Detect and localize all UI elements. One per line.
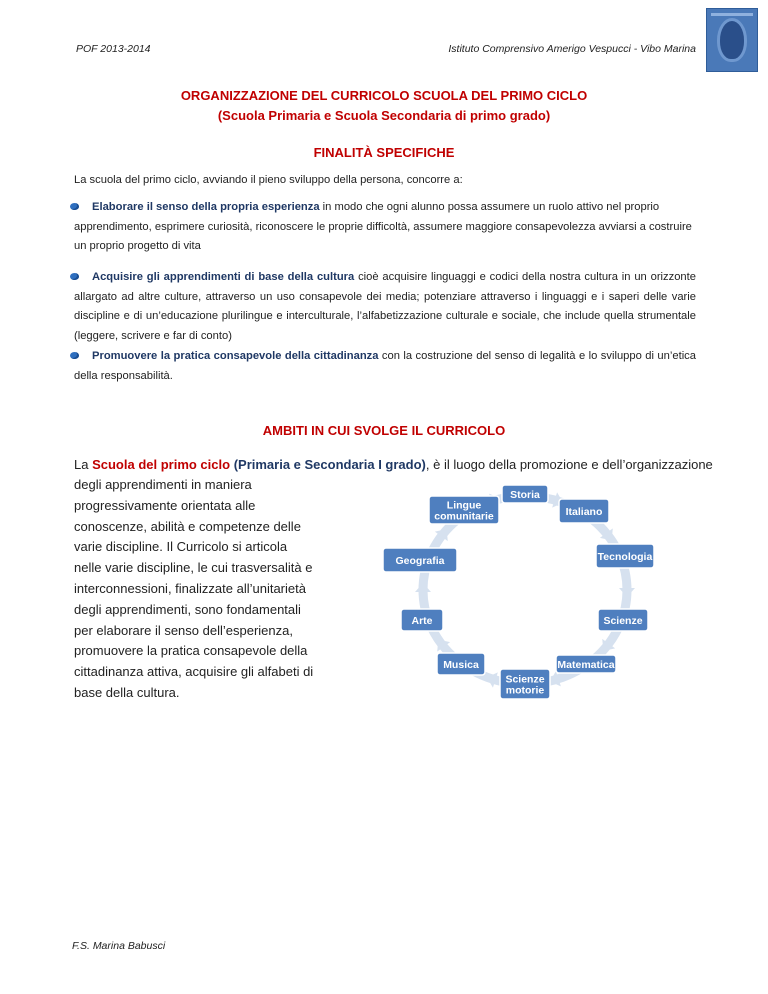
cycle-node-label: Arte: [411, 615, 433, 627]
lead-pre: La: [74, 457, 93, 472]
cycle-node: [502, 485, 548, 503]
bullet-text: cioè acquisire linguaggi e codici della nostra cultura in un orizzonte allargato ad altre culture, attraverso un uso consapevole dei media; potenziare attraverso i linguaggi e i saperi delle varie discipline e di un’educazione plurilingue e interculturale, l’alfabetizzazione culturale e sociale, che include quella strumentale (leggere, scrivere e far di conto): [74, 271, 696, 342]
cycle-node: [429, 496, 499, 524]
bullet-strong: Promuovere la pratica consapevole della cittadinanza: [92, 350, 379, 362]
section-title-ambiti: AMBITI IN CUI SVOLGE IL CURRICOLO: [262, 423, 506, 438]
lead-sentence: [74, 457, 734, 472]
cycle-node-label: Storia: [510, 489, 540, 501]
document-subtitle: (Scuola Primaria e Scuola Secondaria di primo grado): [217, 108, 551, 123]
cycle-node-label: Musica: [443, 659, 479, 671]
header-right: Istituto Comprensivo Amerigo Vespucci - Vibo Marina: [448, 43, 696, 55]
cycle-node-label: Scienze: [505, 673, 545, 686]
cycle-node: [437, 653, 485, 675]
bullet-icon: [70, 203, 79, 210]
intro-paragraph: La scuola del primo ciclo, avviando il pieno sviluppo della persona, concorre a:: [74, 174, 463, 186]
cycle-node: [596, 544, 654, 568]
lead-post: , è il luogo della promozione e dell’organizzazione: [425, 457, 713, 472]
bullet-icon: [70, 273, 79, 280]
bullet-icon: [70, 352, 79, 359]
cycle-arrowhead: [415, 583, 431, 592]
cycle-node: [401, 609, 443, 631]
lead-red: Scuola del primo ciclo: [92, 457, 231, 472]
cycle-node-label: Lingue: [446, 499, 482, 512]
cycle-node-label: Tecnologia: [597, 551, 653, 563]
cycle-node: [559, 499, 609, 523]
cycle-node-label: Italiano: [565, 506, 603, 518]
cycle-node-label: motorie: [505, 684, 545, 697]
cycle-node-label: comunitarie: [434, 510, 494, 523]
bullet-strong: Acquisire gli apprendimenti di base della cultura: [92, 271, 355, 283]
footer-author: F.S. Marina Babusci: [72, 940, 166, 952]
document-title: ORGANIZZAZIONE DEL CURRICOLO SCUOLA DEL PRIMO CICLO: [180, 88, 588, 103]
cycle-node-label: Matematica: [557, 659, 615, 671]
cycle-arrowhead: [619, 588, 635, 597]
cycle-node: [383, 548, 457, 572]
curricolo-paragraph: degli apprendimenti in maniera progressivamente orientata alle conoscenze, abilità e competenze delle varie discipline. Il Curricolo si articola nelle varie discipline, le cui trasversalità e interconnessioni, finalizzate all’unitarietà degli apprendimenti, sono fondamentali per elaborare il senso dell’esperienza, promuovere la pratica consapevole della cittadinanza attiva, acquisire gli alfabeti di base della cultura.: [74, 477, 314, 700]
lead-bold: (Primaria e Secondaria I grado): [233, 457, 426, 472]
cycle-node: [556, 655, 616, 673]
bullet-item: [74, 198, 696, 257]
cycle-node: [500, 669, 550, 699]
cycle-node: [598, 609, 648, 631]
bullet-item: [74, 268, 696, 346]
discipline-cycle-diagram: [378, 474, 668, 710]
bullet-strong: Elaborare il senso della propria esperienza: [92, 201, 320, 213]
header-left: POF 2013-2014: [76, 43, 151, 55]
school-logo-icon: [706, 8, 758, 72]
section-title-finalita: FINALITÀ SPECIFICHE: [313, 145, 455, 160]
cycle-node-label: Geografia: [395, 555, 445, 567]
bullet-text: in modo che ogni alunno possa assumere un ruolo attivo nel proprio apprendimento, esprimere curiosità, riconoscere le proprie difficoltà, assumere maggiore consapevolezza avviarsi a costruire un proprio progetto di vita: [74, 201, 692, 252]
bullet-text: con la costruzione del senso di legalità e lo sviluppo di un’etica della responsabilità.: [74, 350, 696, 382]
bullet-item: [74, 347, 696, 386]
cycle-node-label: Scienze: [603, 615, 643, 627]
